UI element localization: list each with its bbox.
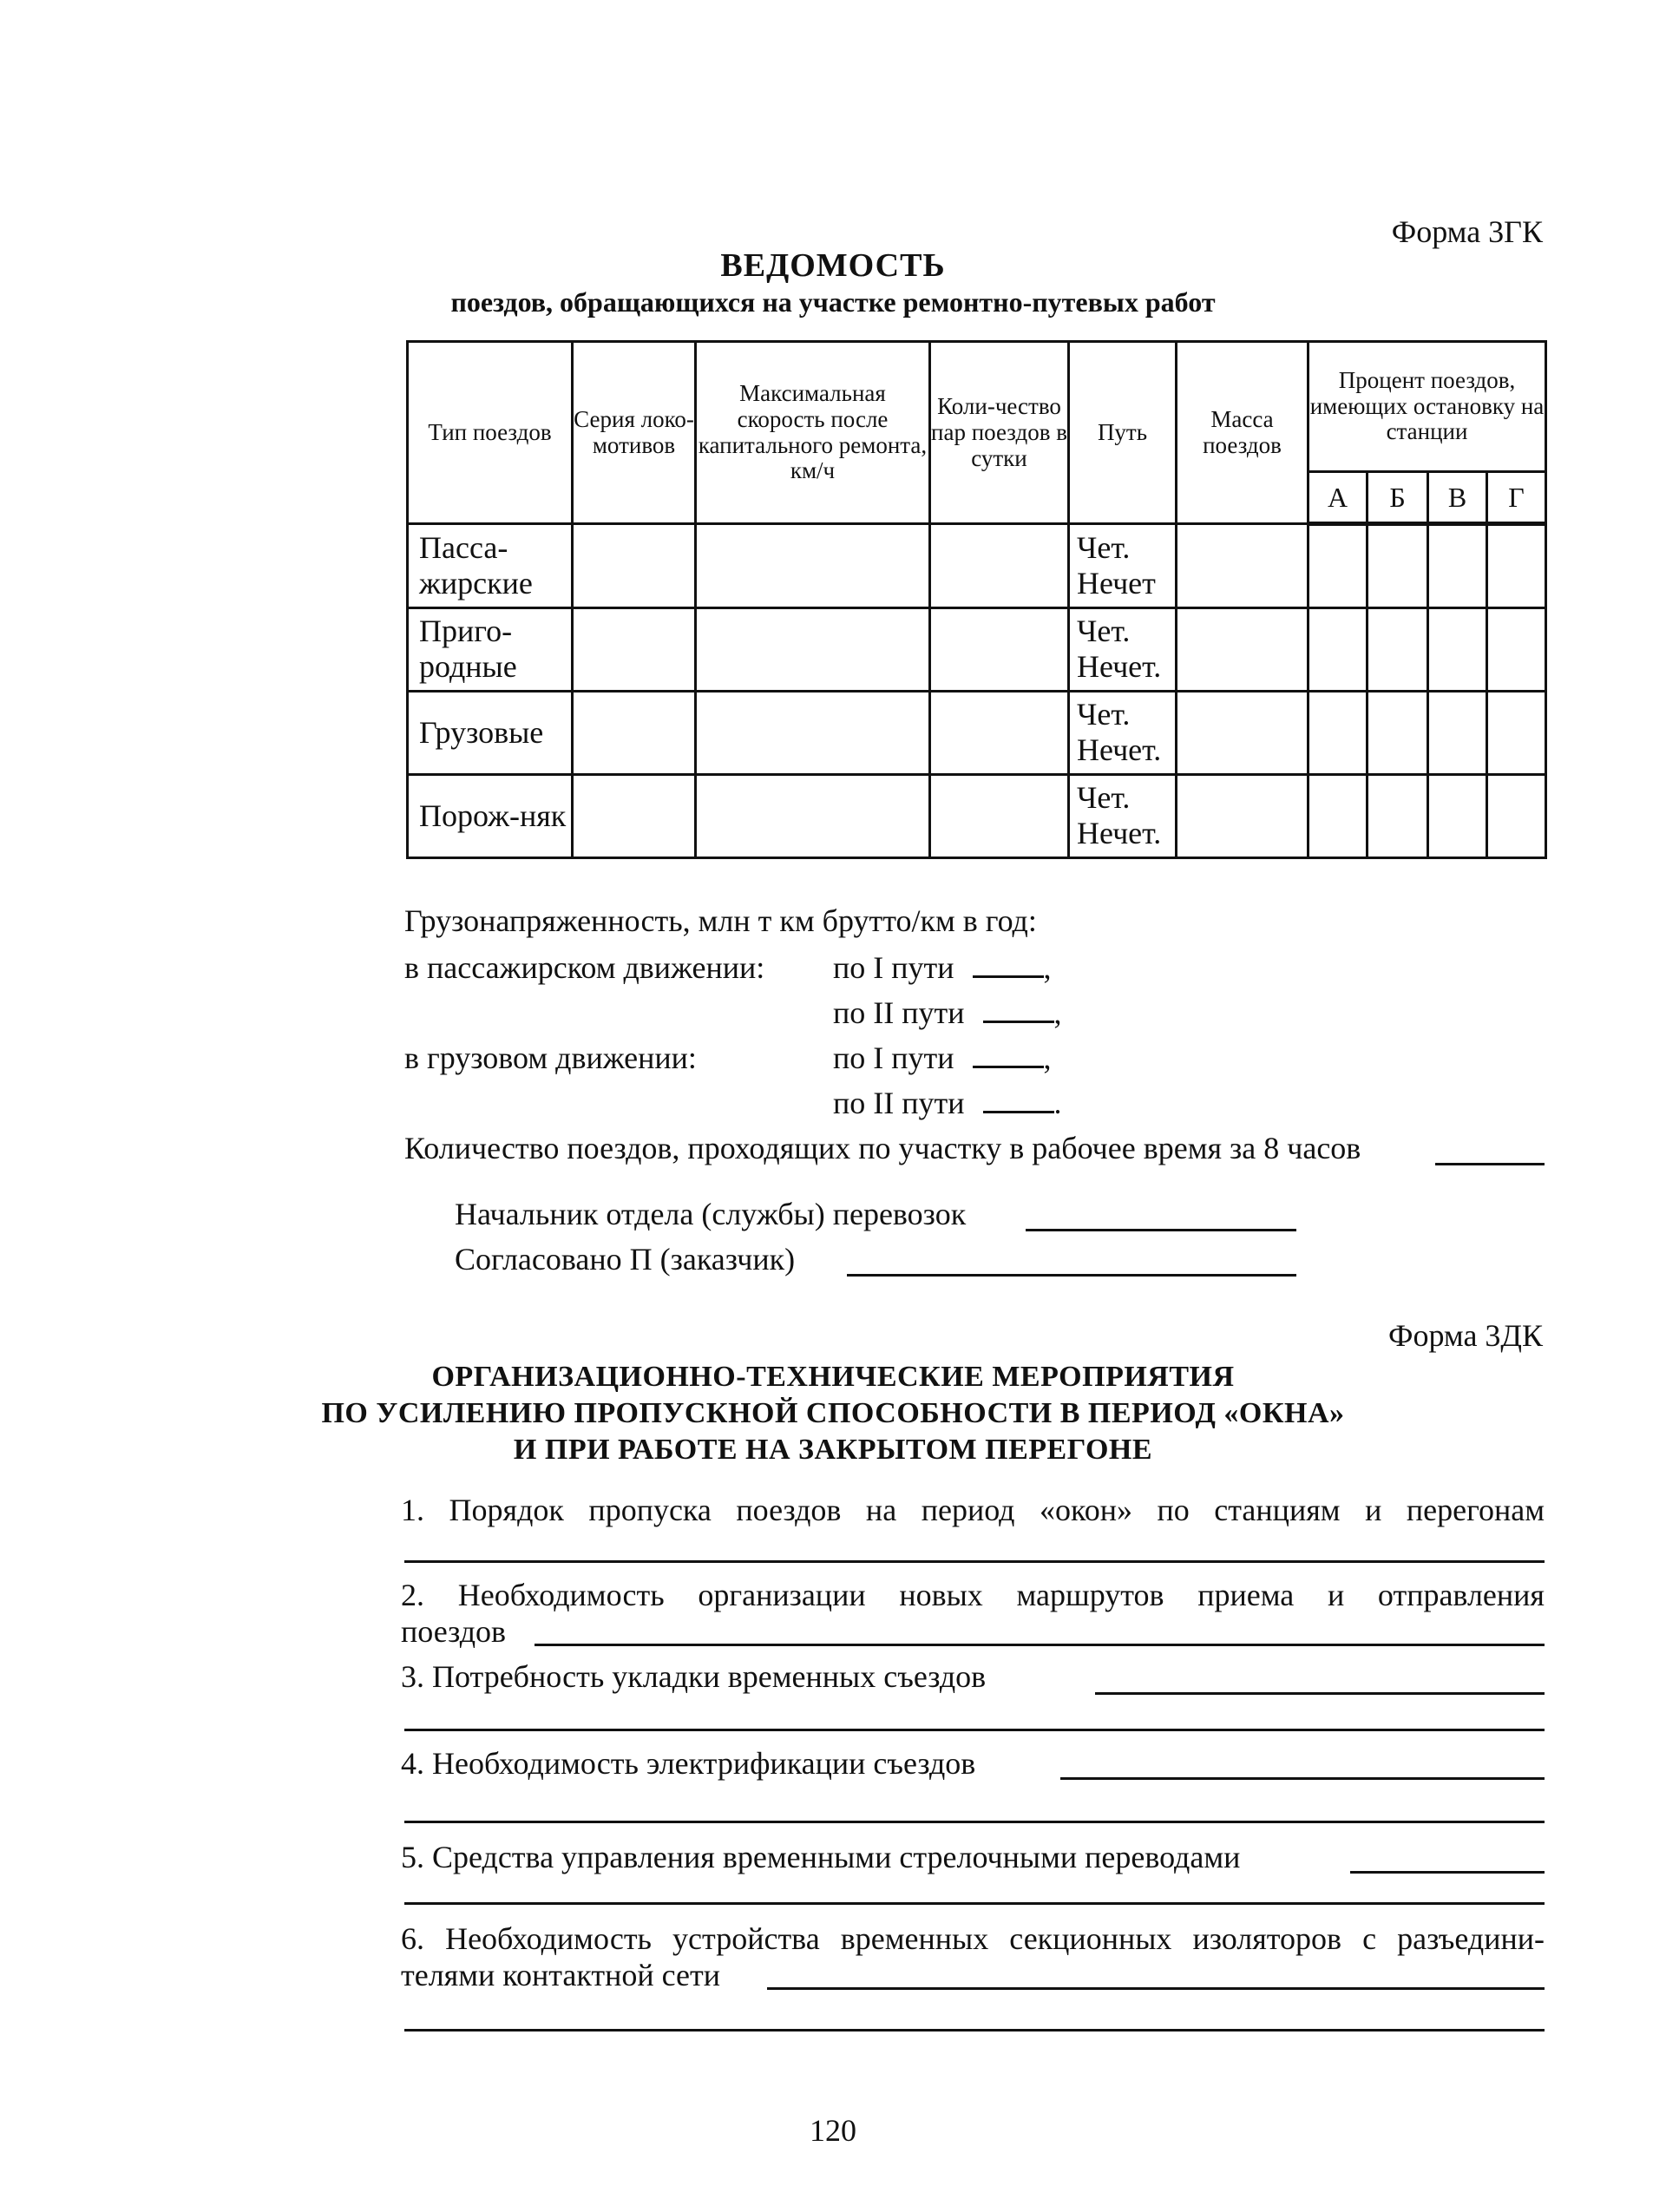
page-number: 120 xyxy=(810,2113,856,2148)
table-row xyxy=(408,774,1546,857)
item-3-field[interactable] xyxy=(1095,1692,1545,1695)
table-cell[interactable] xyxy=(1368,524,1428,607)
freight-track2-field[interactable] xyxy=(983,1111,1054,1113)
table-cell[interactable] xyxy=(1368,607,1428,691)
item-6-field-extra[interactable] xyxy=(404,2029,1545,2031)
header-percent: Процент поездов, имеющих остановку на станции xyxy=(1309,342,1546,472)
table-cell[interactable] xyxy=(1487,524,1546,607)
table-cell[interactable] xyxy=(1309,607,1368,691)
table-cell[interactable] xyxy=(573,774,696,857)
agreed-label: Согласовано П (заказчик) xyxy=(455,1242,796,1277)
table-cell[interactable] xyxy=(573,607,696,691)
table-cell[interactable] xyxy=(1177,607,1309,691)
table-cell[interactable] xyxy=(696,607,930,691)
passenger-track2-field[interactable] xyxy=(983,1021,1054,1023)
comma: , xyxy=(1043,950,1052,985)
trains-count-field[interactable] xyxy=(1435,1163,1545,1165)
table-cell[interactable] xyxy=(930,691,1069,774)
item-2-continued: поездов xyxy=(401,1614,507,1649)
trains-table xyxy=(406,340,1547,859)
row-type: Грузовые xyxy=(408,691,573,774)
page-title: ВЕДОМОСТЬ xyxy=(720,247,946,284)
item-6: 6. Необходимость устройства временных секционных изоляторов с разъедини- xyxy=(401,1921,1545,1956)
header-track: Путь xyxy=(1069,342,1177,524)
table-row xyxy=(408,524,1546,607)
freight-label: в грузовом движении: xyxy=(404,1040,697,1075)
track2-label: по II пути xyxy=(833,995,965,1030)
row-track: Чет. Нечет xyxy=(1069,524,1177,607)
table-cell[interactable] xyxy=(696,774,930,857)
item-3-field-extra[interactable] xyxy=(404,1729,1545,1731)
agreed-signature-field[interactable] xyxy=(847,1274,1296,1277)
table-cell[interactable] xyxy=(1487,691,1546,774)
item-5: 5. Средства управления временными стрелочными переводами xyxy=(401,1840,1241,1874)
table-cell[interactable] xyxy=(1177,524,1309,607)
comma: , xyxy=(1053,995,1062,1030)
passenger-track1-field[interactable] xyxy=(973,975,1044,978)
item-5-field-extra[interactable] xyxy=(404,1902,1545,1905)
table-cell[interactable] xyxy=(1309,524,1368,607)
header-mass: Масса поездов xyxy=(1177,342,1309,524)
table-cell[interactable] xyxy=(1428,774,1487,857)
row-type: Порож-няк xyxy=(408,774,573,857)
item-6-continued: телями контактной сети xyxy=(401,1958,721,1992)
intensity-heading: Грузонапряженность, млн т км брутто/км в год: xyxy=(404,903,1037,938)
table-cell[interactable] xyxy=(1177,774,1309,857)
item-2-field[interactable] xyxy=(535,1644,1545,1646)
table-cell[interactable] xyxy=(1428,691,1487,774)
table-row xyxy=(408,691,1546,774)
row-track: Чет. Нечет. xyxy=(1069,691,1177,774)
item-6-field[interactable] xyxy=(767,1987,1545,1990)
row-track: Чет. Нечет. xyxy=(1069,774,1177,857)
title-line: И ПРИ РАБОТЕ НА ЗАКРЫТОМ ПЕРЕГОНЕ xyxy=(513,1434,1153,1466)
table-row xyxy=(408,607,1546,691)
table-cell[interactable] xyxy=(1428,524,1487,607)
track1-label: по I пути xyxy=(833,950,954,985)
header-series: Серия локо-мотивов xyxy=(573,342,696,524)
item-2: 2. Необходимость организации новых маршрутов приема и отправления xyxy=(401,1578,1545,1612)
header-station-b: Б xyxy=(1368,472,1428,524)
table-cell[interactable] xyxy=(930,607,1069,691)
table-cell[interactable] xyxy=(696,524,930,607)
track2-label: по II пути xyxy=(833,1086,965,1120)
table-cell[interactable] xyxy=(1177,691,1309,774)
trains-count-label: Количество поездов, проходящих по участку в рабочее время за 8 часов xyxy=(404,1131,1361,1165)
head-dept-signature-field[interactable] xyxy=(1026,1229,1296,1231)
table-cell[interactable] xyxy=(1309,691,1368,774)
header-type: Тип поездов xyxy=(408,342,573,524)
row-type: Пасса-жирские xyxy=(408,524,573,607)
table-cell[interactable] xyxy=(573,691,696,774)
item-1-field[interactable] xyxy=(404,1560,1545,1563)
page-subtitle: поездов, обращающихся на участке ремонтно-путевых работ xyxy=(450,286,1216,318)
table-cell[interactable] xyxy=(930,524,1069,607)
section-title xyxy=(0,1359,1666,1468)
header-pairs: Коли-чество пар поездов в сутки xyxy=(930,342,1069,524)
header-station-a: А xyxy=(1309,472,1368,524)
table-cell[interactable] xyxy=(1309,774,1368,857)
header-station-v: В xyxy=(1428,472,1487,524)
item-4: 4. Необходимость электрификации съездов xyxy=(401,1746,976,1781)
item-3: 3. Потребность укладки временных съездов xyxy=(401,1659,987,1694)
row-type: Приго-родные xyxy=(408,607,573,691)
track1-label: по I пути xyxy=(833,1040,954,1075)
title-line: ОРГАНИЗАЦИОННО-ТЕХНИЧЕСКИЕ МЕРОПРИЯТИЯ xyxy=(431,1361,1235,1393)
item-4-field[interactable] xyxy=(1060,1777,1545,1780)
passenger-label: в пассажирском движении: xyxy=(404,950,765,985)
table-cell[interactable] xyxy=(1487,774,1546,857)
head-dept-label: Начальник отдела (службы) перевозок xyxy=(455,1197,967,1231)
form-label: Форма 3ДК xyxy=(1388,1318,1543,1353)
item-1: 1. Порядок пропуска поездов на период «окон» по станциям и перегонам xyxy=(401,1493,1545,1527)
freight-track1-field[interactable] xyxy=(973,1066,1044,1068)
comma: , xyxy=(1043,1040,1052,1075)
form-label: Форма 3ГК xyxy=(1391,214,1543,249)
table-cell[interactable] xyxy=(1368,774,1428,857)
item-5-field[interactable] xyxy=(1350,1871,1545,1874)
row-track: Чет. Нечет. xyxy=(1069,607,1177,691)
table-cell[interactable] xyxy=(1487,607,1546,691)
title-line: ПО УСИЛЕНИЮ ПРОПУСКНОЙ СПОСОБНОСТИ В ПЕРИОД «ОКНА» xyxy=(321,1397,1345,1429)
table-cell[interactable] xyxy=(696,691,930,774)
period: . xyxy=(1053,1086,1062,1120)
table-cell[interactable] xyxy=(573,524,696,607)
table-cell[interactable] xyxy=(1368,691,1428,774)
table-cell[interactable] xyxy=(930,774,1069,857)
item-4-field-extra[interactable] xyxy=(404,1821,1545,1823)
header-station-g: Г xyxy=(1487,472,1546,524)
header-speed: Максимальная скорость после капитального ремонта, км/ч xyxy=(696,342,930,524)
table-cell[interactable] xyxy=(1428,607,1487,691)
